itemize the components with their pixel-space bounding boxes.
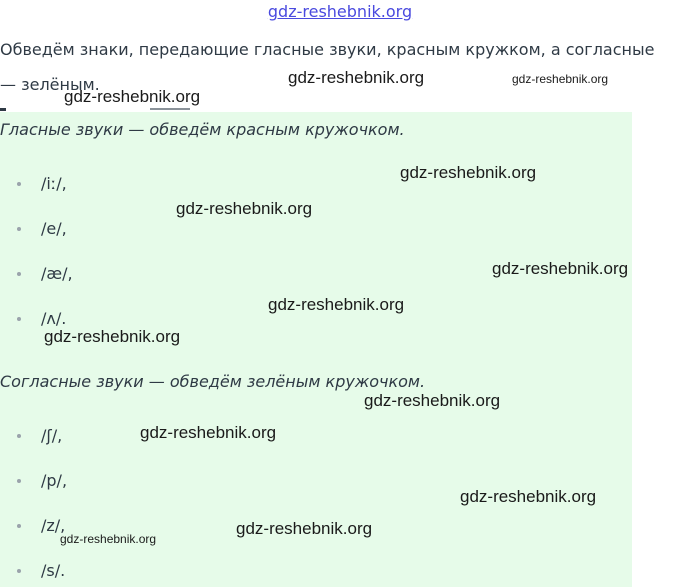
intro-line-1: Обведём знаки, передающие гласные звуки, красным кружком, а согласные bbox=[0, 40, 655, 59]
answer-panel bbox=[0, 112, 632, 587]
bullet-icon bbox=[17, 272, 21, 276]
watermark: gdz-reshebnik.org bbox=[236, 519, 373, 538]
bullet-icon bbox=[17, 317, 21, 321]
watermark: gdz-reshebnik.org bbox=[64, 87, 201, 106]
watermark: gdz-reshebnik.org bbox=[364, 391, 501, 410]
vowel-sound: /æ/, bbox=[41, 264, 73, 283]
watermark: gdz-reshebnik.org bbox=[400, 163, 537, 182]
watermark: gdz-reshebnik.org bbox=[44, 327, 181, 346]
bullet-icon bbox=[17, 227, 21, 231]
consonant-sound: /s/. bbox=[41, 561, 66, 580]
watermark: gdz-reshebnik.org bbox=[268, 295, 405, 314]
bullet-icon bbox=[17, 434, 21, 438]
consonant-sound: /p/, bbox=[41, 471, 68, 490]
bullet-icon bbox=[17, 569, 21, 573]
watermark: gdz-reshebnik.org bbox=[512, 72, 609, 86]
bullet-icon bbox=[17, 524, 21, 528]
watermark: gdz-reshebnik.org bbox=[140, 423, 277, 442]
vowel-sound: /ʌ/. bbox=[41, 309, 67, 328]
watermark: gdz-reshebnik.org bbox=[460, 487, 597, 506]
consonant-sound: /z/, bbox=[41, 516, 66, 535]
site-link[interactable]: gdz-reshebnik.org bbox=[267, 2, 413, 21]
intro-line-2: — зелёным. bbox=[0, 75, 100, 94]
watermark: gdz-reshebnik.org bbox=[492, 259, 629, 278]
watermark: gdz-reshebnik.org bbox=[176, 199, 313, 218]
bullet-icon bbox=[17, 479, 21, 483]
watermark: gdz-reshebnik.org bbox=[60, 532, 157, 546]
watermark: gdz-reshebnik.org bbox=[288, 68, 425, 87]
consonants-heading: Согласные звуки — обведём зелёным кружочком. bbox=[0, 372, 426, 391]
vowel-sound: /e/, bbox=[41, 219, 67, 238]
bullet-icon bbox=[17, 182, 21, 186]
vowel-sound: /iː/, bbox=[41, 174, 67, 193]
consonant-sound: /ʃ/, bbox=[41, 426, 63, 445]
vowels-heading: Гласные звуки — обведём красным кружочком. bbox=[0, 120, 405, 139]
